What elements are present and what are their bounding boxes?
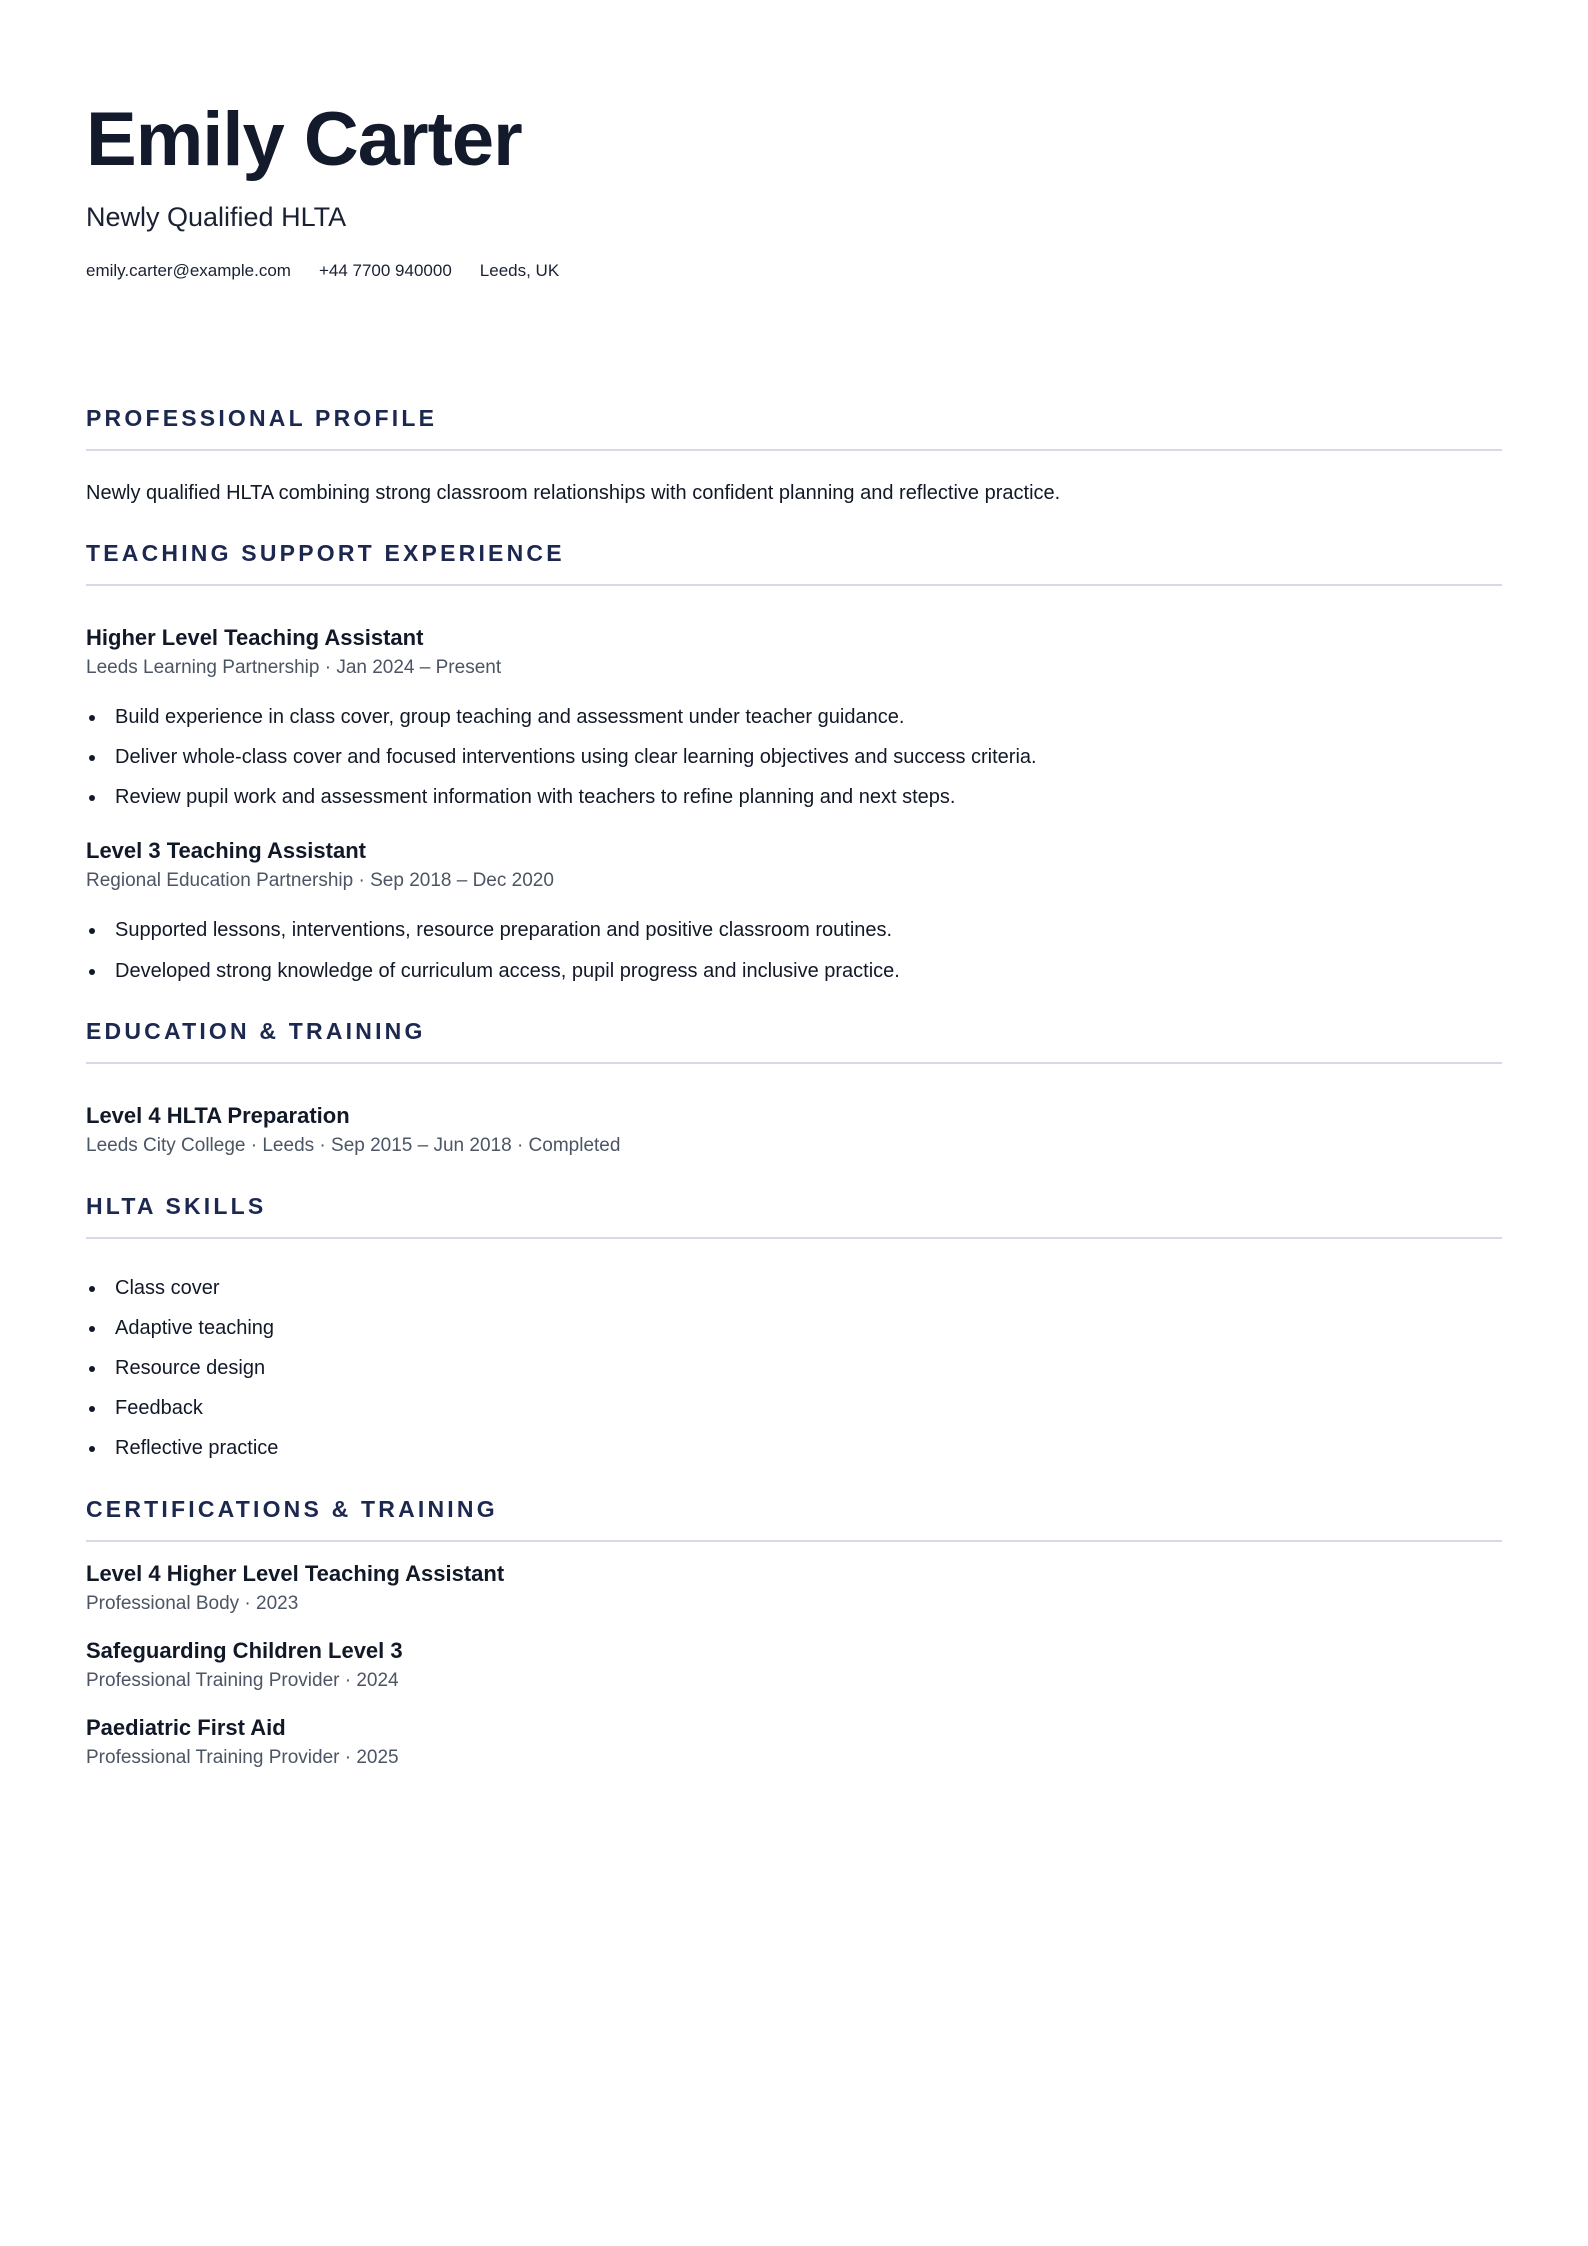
section-title-education: EDUCATION & TRAINING <box>86 1018 426 1044</box>
job-bullet: Build experience in class cover, group teaching and assessment under teacher guidance. <box>86 703 1502 731</box>
section-title-profile: PROFESSIONAL PROFILE <box>86 405 438 431</box>
certification-meta: Professional Training Provider · 2024 <box>86 1670 399 1691</box>
certification-meta: Professional Body · 2023 <box>86 1593 299 1614</box>
skill-item: Class cover <box>86 1274 1502 1302</box>
section-education <box>86 1017 1502 1159</box>
job-title: Higher Level Teaching Assistant <box>86 625 424 650</box>
section-profile <box>86 404 1502 507</box>
job-bullets <box>86 703 1502 811</box>
contact-location: Leeds, UK <box>479 261 560 280</box>
job-bullet: Review pupil work and assessment information with teachers to refine planning and next steps. <box>86 783 1502 811</box>
section-divider <box>86 449 1502 451</box>
skill-item: Feedback <box>86 1394 1502 1422</box>
section-divider <box>86 1540 1502 1542</box>
section-title-experience: TEACHING SUPPORT EXPERIENCE <box>86 540 565 566</box>
section-divider <box>86 584 1502 586</box>
skill-item: Adaptive teaching <box>86 1314 1502 1342</box>
job-meta: Leeds Learning Partnership · Jan 2024 – Present <box>86 657 502 678</box>
job-bullets <box>86 916 1502 985</box>
section-experience <box>86 539 1502 985</box>
section-divider <box>86 1237 1502 1239</box>
job-bullet: Developed strong knowledge of curriculum access, pupil progress and inclusive practice. <box>86 957 1502 985</box>
education-entry <box>86 1102 1502 1159</box>
job-title: Level 3 Teaching Assistant <box>86 838 366 863</box>
contact-email: emily.carter@example.com <box>86 261 291 280</box>
job-bullet: Supported lessons, interventions, resource preparation and positive classroom routines. <box>86 916 1502 944</box>
skills-list <box>86 1274 1502 1462</box>
certification-entry <box>86 1560 1502 1617</box>
certification-name: Paediatric First Aid <box>86 1715 286 1740</box>
education-name: Level 4 HLTA Preparation <box>86 1103 350 1128</box>
job-bullet: Deliver whole-class cover and focused interventions using clear learning objectives and success criteria. <box>86 743 1502 771</box>
profile-summary: Newly qualified HLTA combining strong classroom relationships with confident planning and reflective practice. <box>86 482 1061 504</box>
certification-entry <box>86 1714 1502 1771</box>
job-entry <box>86 837 1502 985</box>
contact-info <box>86 260 1502 282</box>
certification-name: Safeguarding Children Level 3 <box>86 1638 403 1663</box>
section-certifications <box>86 1495 1502 1771</box>
section-title-skills: HLTA SKILLS <box>86 1193 267 1219</box>
section-divider <box>86 1062 1502 1064</box>
contact-phone: +44 7700 940000 <box>318 261 452 280</box>
certification-meta: Professional Training Provider · 2025 <box>86 1747 399 1768</box>
certification-entry <box>86 1637 1502 1694</box>
education-meta: Leeds City College · Leeds · Sep 2015 – Jun 2018 · Completed <box>86 1135 621 1156</box>
candidate-name: Emily Carter <box>86 97 522 182</box>
section-skills <box>86 1192 1502 1462</box>
certification-name: Level 4 Higher Level Teaching Assistant <box>86 1561 505 1586</box>
job-entry <box>86 624 1502 811</box>
job-meta: Regional Education Partnership · Sep 2018 – Dec 2020 <box>86 870 554 891</box>
section-title-certifications: CERTIFICATIONS & TRAINING <box>86 1496 498 1522</box>
skill-item: Reflective practice <box>86 1434 1502 1462</box>
candidate-title: Newly Qualified HLTA <box>86 202 347 232</box>
skill-item: Resource design <box>86 1354 1502 1382</box>
